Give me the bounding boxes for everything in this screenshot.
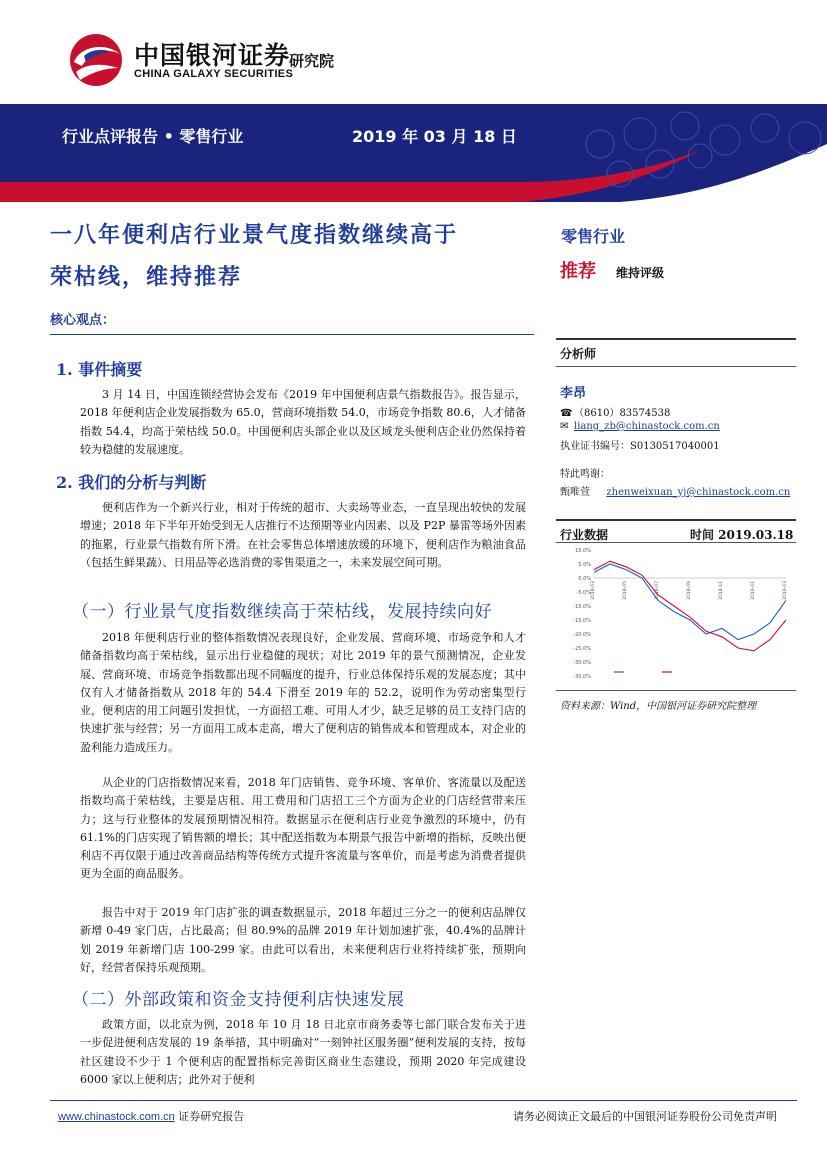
x-tick-label: 2019-03	[783, 581, 788, 600]
divider	[556, 519, 796, 521]
chart-source: 资料来源：Wind，中国银河证券研究院整理	[560, 701, 757, 712]
subsection-1-paragraph-2: 从企业的门店指数情况来看，2018 年门店销售、竞争环境、客单价、客流量以及配送指数均高于荣枯线，主要是店租、用工费用和门店招工三个方面为企业的门店经营带来压力；这与行业整体的发展预期情况相符。数据显示在便利店行业竞争激烈的环境中，仍有 61.1%的门店实现了销售额的增长；其中配送指数为本期景气报告中新增的指标，反映出便利店不再仅限于通过改善商品结构等传统方式提升客流量与客单价，而是考虑为消费者提供更为全面的商品服务。	[80, 776, 526, 881]
subsection-heading-1: （一）行业景气度指数继续高于荣枯线，发展持续向好	[72, 602, 492, 622]
industry-data-label: 行业数据	[560, 528, 609, 542]
report-title	[50, 214, 540, 298]
rating-value: 推荐	[560, 261, 596, 282]
x-tick-label: 2018-05	[623, 581, 628, 600]
subsection-2-paragraph-1: 政策方面，以北京为例，2018 年 10 月 18 日北京市商务委等七部门联合发布关于进一步促进便利店发展的 19 条举措，其中明确对“一刻钟社区服务圈”便利发展的支持，按每社区建设不少于 1 个便利店的配置指标完善街区商业生态建设，预期 2020 年完成建设 6000 家以上便利店；此外对于便利	[80, 1018, 526, 1086]
phone-text: （8610）83574538	[574, 408, 671, 419]
section-1-paragraph: 3 月 14 日，中国连锁经营协会发布《2019 年中国便利店景气指数报告》。报告显示，2018 年便利店企业发展指数为 65.0，营商环境指数 54.0，市场竞争指数 80.6，人才储备指数 54.4，均高于荣枯线 50.0。中国便利店头部企业以及区域龙头便利店企业仍然保持着较为稳健的发展速度。	[80, 388, 526, 456]
x-tick-label: 2019-01	[751, 581, 756, 600]
brand-name-en: CHINA GALAXY SECURITIES	[134, 68, 294, 80]
analyst-phone	[560, 404, 670, 419]
divider	[556, 542, 796, 543]
report-title-line1: 一八年便利店行业景气度指数继续高于	[50, 222, 459, 248]
core-view-label: 核心观点：	[50, 313, 116, 328]
section-2-paragraph: 便利店作为一个新兴行业，相对于传统的超市、大卖场等业态，一直呈现出较快的发展增速；2018 年下半年开始受到无人店推行不达预期等业内因素、以及 P2P 暴雷等场外因素的拖累，行业景气指数有所下滑。在社会零售总体增速放缓的环境下，便利店作为粮油食品（包括生鲜果蔬）、日用品等必选消费的零售渠道之一，未来发展空间可期。	[80, 501, 526, 569]
mail-icon: ✉	[560, 421, 569, 432]
analyst-name: 李昂	[560, 386, 587, 401]
industry-data-time: 时间 2019.03.18	[690, 528, 794, 542]
x-tick-label: 2018-11	[719, 581, 724, 600]
report-date: 2019 年 03 月 18 日	[352, 127, 517, 146]
brand-name-cn: 中国银河证券	[134, 41, 291, 70]
email-link[interactable]: liang_zb@chinastock.com.cn	[574, 421, 720, 432]
subsection-1-paragraph-3: 报告中对于 2019 年门店扩张的调查数据显示，2018 年超过三分之一的便利店品牌仅新增 0-49 家门店，占比最高；但 80.9%的品牌 2019 年计划加速扩张，40.4%的品牌计划 2019 年新增门店 100-299 家。由此可以看出，未来便利店行业将持续扩张，预期向好，经营者保持乐观预期。	[80, 906, 526, 974]
thanks-email-link[interactable]: zhenweixuan_yj@chinastock.com.cn	[606, 487, 791, 498]
series-line-2	[594, 561, 786, 651]
footer-disclaimer: 请务必阅读正文最后的中国银河证券股份公司免责声明	[513, 1110, 777, 1123]
y-tick-label: -20.0%	[573, 632, 591, 638]
phone-icon: ☎	[560, 408, 573, 419]
rating-note: 维持评级	[616, 266, 665, 280]
footer-divider	[50, 1100, 797, 1101]
industry-chart	[560, 544, 794, 688]
galaxy-logo-icon	[66, 32, 126, 88]
analyst-license: 执业证书编号：S0130517040001	[560, 441, 720, 452]
section-heading-1: 1. 事件摘要	[56, 360, 143, 379]
y-tick-label: -30.0%	[573, 660, 591, 666]
y-tick-label: 10.0%	[575, 548, 591, 554]
series-line-1	[594, 564, 786, 640]
y-tick-label: -10.0%	[573, 604, 591, 610]
subsection-1-paragraph-1: 2018 年便利店行业的整体指数情况表现良好，企业发展、营商环境、市场竞争和人才储备指数均高于荣枯线，显示出行业稳健的现状；对比 2019 年的景气预测情况，企业发展、营商环境、市场竞争指数都出现不同幅度的提升，行业总体保持乐观的发展态度；其中仅有人才储备指数从 2018 年的 54.4 下滑至 2019 年的 52.2，说明作为劳动密集型行业，便利店的用工问题引发担忧，一方面招工难、可用人才少，缺乏足够的员工支持门店的快速扩张与经营；另一方面用工成本走高，增大了便利店的销售成本和管理成本，对企业的盈利能力造成压力。	[80, 631, 526, 754]
header-banner	[0, 104, 827, 202]
divider	[556, 338, 796, 340]
y-tick-label: -35.0%	[573, 674, 591, 680]
thanks-line	[560, 483, 790, 498]
y-tick-label: -5.0%	[576, 590, 591, 596]
y-tick-label: -15.0%	[573, 618, 591, 624]
industry-label: 零售行业	[561, 227, 626, 246]
y-tick-label: 5.0%	[578, 562, 591, 568]
thanks-name: 甄唯萱	[560, 487, 590, 498]
footer-left-text: 证券研究报告	[174, 1110, 245, 1123]
divider	[556, 690, 796, 691]
section-heading-2: 2. 我们的分析与判断	[56, 473, 207, 492]
report-type: 行业点评报告 • 零售行业	[62, 127, 244, 146]
x-tick-label: 2018-03	[591, 581, 596, 600]
x-tick-label: 2018-09	[687, 581, 692, 600]
subsection-heading-2: （二）外部政策和资金支持便利店快速发展	[72, 990, 405, 1010]
footer-left	[58, 1108, 244, 1124]
report-title-line2: 荣枯线，维持推荐	[50, 264, 243, 290]
footer-url-link[interactable]: www.chinastock.com.cn	[58, 1111, 175, 1123]
y-tick-label: 0.0%	[578, 576, 591, 582]
analyst-email	[560, 421, 720, 432]
divider	[50, 334, 534, 335]
divider	[556, 366, 796, 367]
y-tick-label: -25.0%	[573, 646, 591, 652]
institute-label: 研究院	[289, 52, 335, 70]
analyst-label: 分析师	[560, 347, 597, 361]
x-tick-label: 2018-07	[655, 581, 660, 600]
thanks-label: 特此鸣谢：	[560, 469, 610, 480]
industry-chart-svg	[560, 544, 794, 688]
